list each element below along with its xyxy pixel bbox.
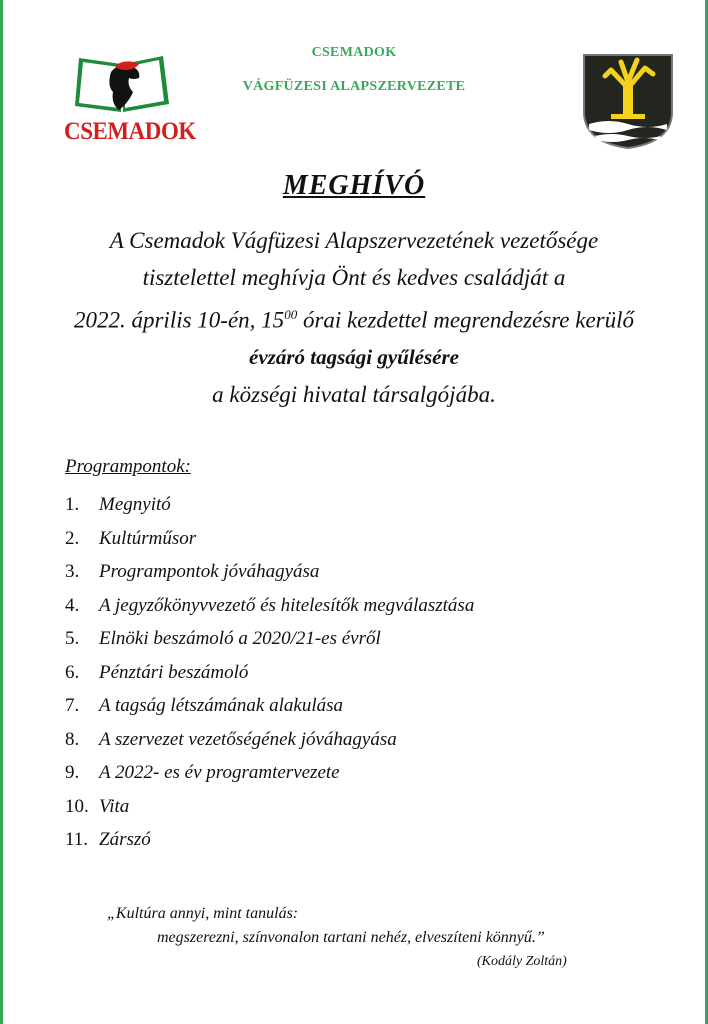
list-item: 6. Pénztári beszámoló [65,661,249,683]
org-name: CSEMADOK [311,45,397,60]
event-name: évzáró tagsági gyűlésére [249,344,459,369]
list-item: 4. A jegyzőkönyvvezető és hitelesítők megválasztása [65,594,475,616]
list-item: 1. Megnyitó [65,494,171,515]
quote-author: (Kodály Zoltán) [477,954,567,969]
intro-line-2: tisztelettel meghívja Önt és kedves családját a [142,265,566,290]
time-minutes-superscript: 00 [284,307,298,322]
program-section [65,452,474,857]
list-item: 10. Vita [65,795,130,817]
list-item: 8. A szervezet vezetőségének jóváhagyása [65,728,397,750]
program-list [65,488,474,857]
org-branch: VÁGFÜZESI ALAPSZERVEZETE [242,79,466,94]
quote-line-2: megszerezni, színvonalon tartani nehéz, elveszíteni könnyű.” [157,929,545,946]
list-item: 3. Programpontok jóváhagyása [65,561,320,582]
program-label: Programpontok: [65,456,191,477]
list-item: 5. Elnöki beszámoló a 2020/21-es évről [65,628,381,649]
intro-line-3 [3,296,705,339]
list-item: 11. Zárszó [65,829,151,850]
closing-quote [107,902,567,974]
date-time-text: 2022. április 10-én, 15 [73,307,285,333]
logo-wordmark: CSEMADOK [64,118,196,145]
intro-line-3-rest: órai kezdettel megrendezésre kerülő [297,307,634,333]
invitation-title: MEGHÍVÓ [282,170,426,201]
invitation-text [3,222,705,413]
intro-line-1: A Csemadok Vágfüzesi Alapszervezetének vezetősége [109,228,599,253]
list-item: 7. A tagság létszámának alakulása [65,695,344,716]
tree-crest-icon [581,52,675,150]
village-crest [581,52,675,150]
intro-line-5: a községi hivatal társalgójába. [212,381,496,407]
list-item: 2. Kultúrműsor [65,527,197,549]
quote-line-1: „Kultúra annyi, mint tanulás: [107,905,299,922]
list-item: 9. A 2022- es év programtervezete [65,762,340,783]
